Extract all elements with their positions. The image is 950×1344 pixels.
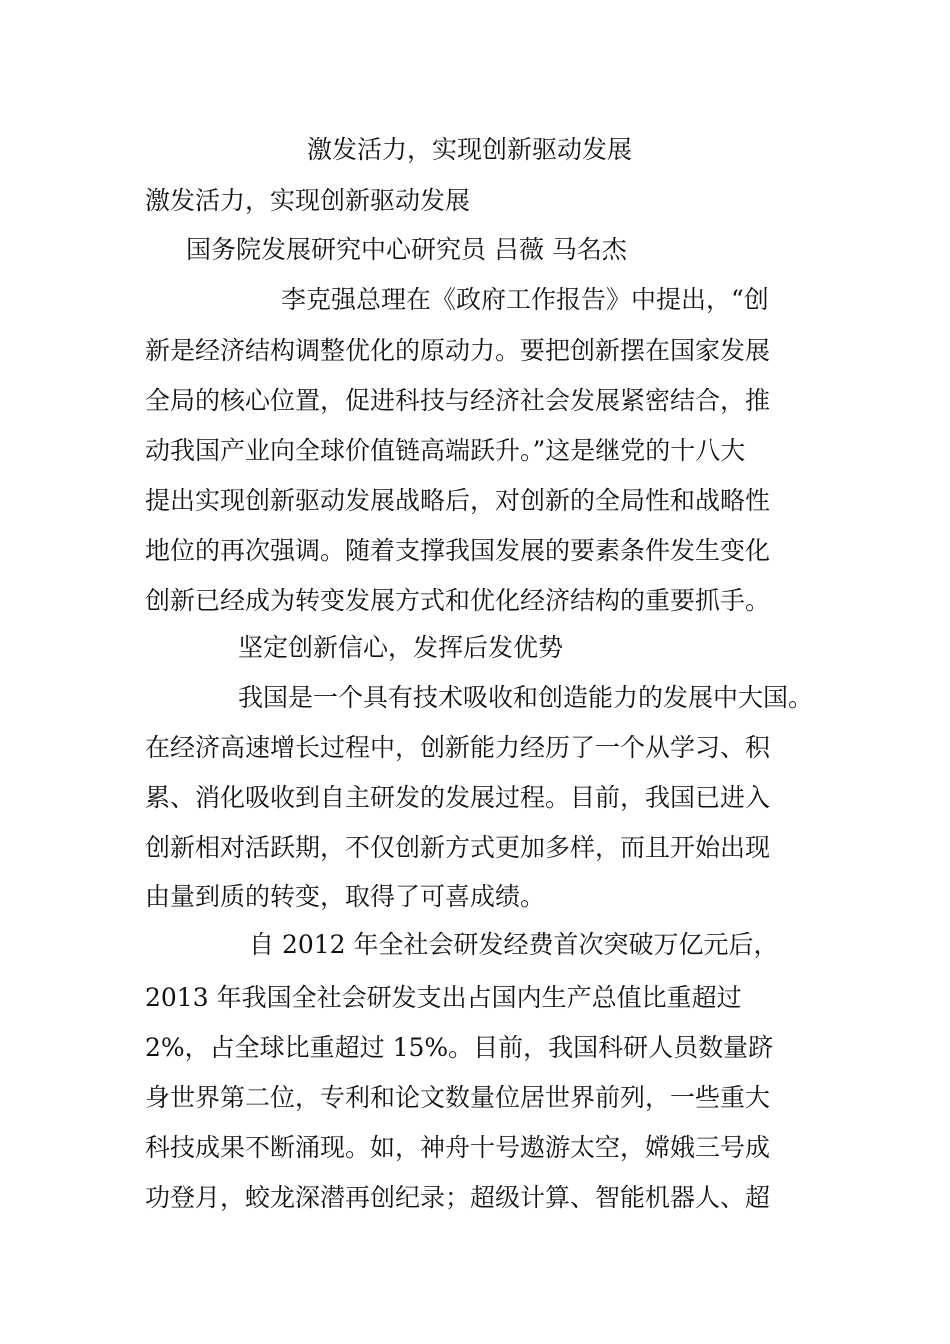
paragraph-1-line-5: 提出实现创新驱动发展战略后，对创新的全局性和战略性 [145, 486, 771, 515]
paragraph-2-line-4: 创新相对活跃期，不仅创新方式更加多样，而且开始出现 [145, 833, 771, 862]
author-line: 国务院发展研究中心研究员 吕薇 马名杰 [186, 235, 627, 264]
paragraph-2-line-3: 累、消化吸收到自主研发的发展过程。目前，我国已进入 [145, 783, 771, 812]
paragraph-1-line-2: 新是经济结构调整优化的原动力。要把创新摆在国家发展 [145, 336, 771, 365]
paragraph-2-line-2: 在经济高速增长过程中，创新能力经历了一个从学习、积 [145, 733, 771, 762]
paragraph-1-line-7: 创新已经成为转变发展方式和优化经济结构的重要抓手。 [145, 586, 771, 615]
paragraph-2-line-1: 我国是一个具有技术吸收和创造能力的发展中大国。 [238, 683, 814, 712]
paragraph-1-line-1: 李克强总理在《政府工作报告》中提出，“创 [281, 285, 769, 314]
document-title: 激发活力，实现创新驱动发展 [307, 135, 633, 164]
paragraph-3-line-5: 科技成果不断涌现。如，神舟十号遨游太空，嫦娥三号成 [145, 1133, 771, 1162]
paragraph-1-line-6: 地位的再次强调。随着支撑我国发展的要素条件发生变化 [145, 536, 771, 565]
paragraph-1-line-3: 全局的核心位置，促进科技与经济社会发展紧密结合，推 [145, 386, 771, 415]
paragraph-3-line-6: 功登月，蛟龙深潜再创纪录；超级计算、智能机器人、超 [145, 1183, 771, 1212]
paragraph-3-line-3: 2%，占全球比重超过 15%。目前，我国科研人员数量跻 [145, 1033, 774, 1062]
paragraph-2-line-5: 由量到质的转变，取得了可喜成绩。 [145, 882, 546, 911]
paragraph-3-line-1: 自 2012 年全社会研发经费首次突破万亿元后， [249, 930, 779, 959]
section-heading: 坚定创新信心，发挥后发优势 [238, 633, 564, 662]
paragraph-3-line-2: 2013 年我国全社会研发支出占国内生产总值比重超过 [145, 983, 742, 1012]
document-title-repeat: 激发活力，实现创新驱动发展 [145, 186, 471, 215]
paragraph-3-line-4: 身世界第二位，专利和论文数量位居世界前列，一些重大 [145, 1083, 771, 1112]
paragraph-1-line-4: 动我国产业向全球价值链高端跃升。”这是继党的十八大 [145, 436, 746, 465]
